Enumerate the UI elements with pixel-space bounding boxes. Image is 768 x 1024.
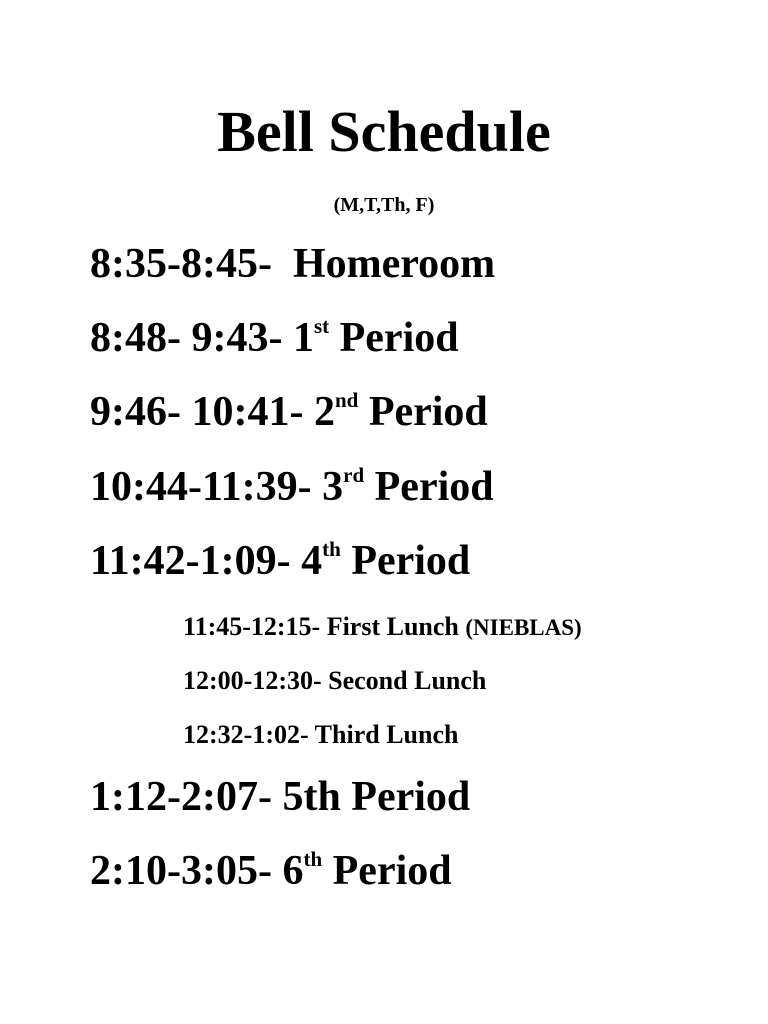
lunch-note: (NIEBLAS) (465, 615, 582, 640)
schedule-label: Homeroom (292, 241, 496, 287)
schedule-label: 4 (301, 538, 323, 584)
schedule-row-period-1 (90, 312, 459, 364)
schedule-time: 11:42-1:09- (90, 538, 291, 584)
schedule-time: 8:35-8:45- (90, 241, 272, 287)
schedule-row-period-4 (90, 535, 470, 587)
schedule-label-after: Period (368, 389, 488, 435)
schedule-label-after: Period (351, 538, 471, 584)
page-title: Bell Schedule (217, 99, 551, 164)
schedule-label: 6 (282, 848, 304, 894)
schedule-row-period-5 (90, 771, 470, 823)
schedule-row-period-3 (90, 461, 494, 513)
lunch-label: Second Lunch (328, 666, 487, 695)
schedule-label-after: Period (332, 848, 452, 894)
lunch-row-first (183, 610, 582, 645)
schedule-label: 1 (292, 315, 314, 361)
schedule-label: 3 (322, 464, 344, 510)
schedule-time: 10:44-11:39- (90, 464, 312, 510)
lunch-label: First Lunch (326, 612, 459, 641)
lunch-row-third (183, 718, 458, 752)
schedule-label-after: Period (339, 315, 459, 361)
schedule-row-period-6 (90, 845, 452, 897)
ordinal-suffix: th (322, 537, 341, 561)
schedule-label: 5th Period (282, 774, 471, 820)
schedule-row-homeroom (90, 238, 495, 290)
lunch-row-second (183, 664, 486, 698)
schedule-days: (M,T,Th, F) (333, 194, 435, 216)
ordinal-suffix: th (303, 847, 323, 871)
lunch-time: 11:45-12:15- (183, 612, 321, 641)
schedule-label-after: Period (374, 464, 494, 510)
ordinal-suffix: rd (343, 463, 365, 487)
schedule-label: 2 (313, 389, 335, 435)
schedule-time: 1:12-2:07- (90, 774, 272, 820)
schedule-row-period-2 (90, 386, 488, 438)
lunch-time: 12:32-1:02- (183, 720, 309, 749)
lunch-label: Third Lunch (314, 720, 459, 749)
ordinal-suffix: nd (334, 388, 359, 412)
schedule-time: 8:48- 9:43- (90, 315, 283, 361)
schedule-time: 2:10-3:05- (90, 848, 272, 894)
ordinal-suffix: st (313, 314, 330, 338)
lunch-time: 12:00-12:30- (183, 666, 322, 695)
schedule-time: 9:46- 10:41- (90, 389, 304, 435)
